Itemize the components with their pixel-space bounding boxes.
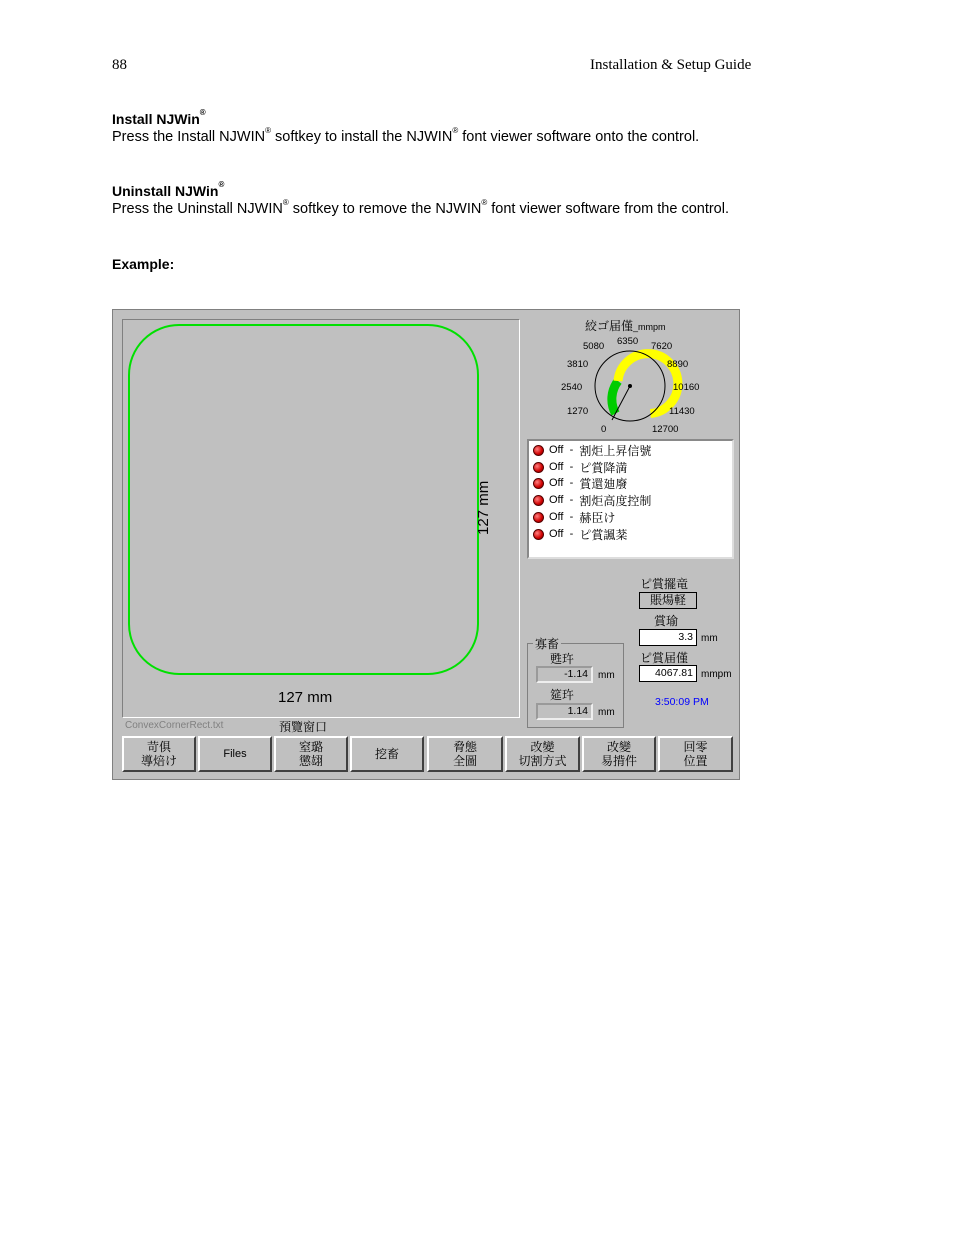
kerf-label: 賞瑜	[654, 614, 679, 628]
uninstall-description: Press the Uninstall NJWIN® softkey to remove the NJWIN® font viewer software from the control.	[112, 198, 729, 217]
status-list	[527, 439, 734, 559]
preview-canvas	[123, 320, 519, 717]
status-led-icon	[533, 478, 544, 489]
y-offset-unit: mm	[598, 707, 615, 718]
width-dimension: 127 mm	[278, 689, 333, 706]
x-offset-label: 甦玝	[550, 652, 575, 666]
list-item: Off - ピ賞降満	[533, 459, 627, 475]
running-title: Installation & Setup Guide	[590, 57, 752, 73]
page-number: 88	[112, 57, 127, 73]
softkey-files[interactable]: Files	[198, 736, 272, 772]
file-name: ConvexCornerRect.txt	[125, 720, 224, 731]
clock: 3:50:09 PM	[655, 696, 709, 708]
softkey-4[interactable]: 挖畜	[350, 736, 424, 772]
gauge-tick: 6350	[617, 336, 639, 347]
gauge-tick: 7620	[651, 341, 673, 352]
x-offset-field[interactable]: -1.14	[536, 666, 593, 683]
speed-label: ピ賞届僅	[640, 651, 689, 665]
gauge-tick: 3810	[567, 359, 589, 370]
install-heading: Install NJWin®	[112, 108, 206, 127]
gauge-tick: 12700	[652, 424, 679, 435]
list-item: Off - 賞還廸廢	[533, 475, 627, 491]
y-offset-field[interactable]: 1.14	[536, 703, 593, 720]
gauge-tick: 0	[601, 424, 607, 435]
softkey-8[interactable]: 回零 位置	[658, 736, 733, 772]
softkey-7[interactable]: 改變 易揹件	[582, 736, 656, 772]
offset-group-title: 寡畜	[535, 637, 560, 651]
y-offset-label: 筵玝	[550, 688, 575, 702]
cut-mode-label: ピ賞擺竜	[640, 577, 689, 591]
list-item: Off - 赫臣け	[533, 509, 615, 525]
kerf-unit: mm	[701, 633, 718, 644]
preview-window	[122, 319, 520, 718]
install-description: Press the Install NJWIN® softkey to install the NJWIN® font viewer software onto the control.	[112, 126, 700, 145]
gauge-tick: 10160	[673, 382, 700, 393]
uninstall-heading: Uninstall NJWin®	[112, 180, 225, 199]
softkey-6[interactable]: 改變 切割方式	[505, 736, 580, 772]
list-item: Off - ピ賞諷棻	[533, 526, 627, 542]
control-screenshot	[112, 309, 740, 780]
status-led-icon	[533, 462, 544, 473]
softkey-1[interactable]: 苛俱 導焙け	[122, 736, 196, 772]
x-offset-unit: mm	[598, 670, 615, 681]
part-outline	[129, 325, 478, 674]
speed-unit: mmpm	[701, 669, 732, 680]
list-item: Off - 割炬高度控制	[533, 492, 651, 508]
status-led-icon	[533, 529, 544, 540]
preview-window-label: 預覽窗口	[279, 720, 328, 734]
gauge-hub	[628, 384, 632, 388]
status-led-icon	[533, 445, 544, 456]
cut-mode-value[interactable]: 賬煬軽	[639, 592, 697, 609]
speed-gauge	[553, 334, 723, 438]
gauge-tick: 11430	[669, 406, 695, 417]
gauge-title: 絞ゴ届僅_mmpm	[585, 319, 666, 333]
gauge-tick: 5080	[583, 341, 605, 352]
gauge-tick: 8890	[667, 359, 689, 370]
softkey-3[interactable]: 窒璐 懲翃	[274, 736, 348, 772]
speed-field[interactable]: 4067.81	[639, 665, 697, 682]
gauge-green-arc	[612, 381, 618, 414]
list-item: Off - 割炬上昇信號	[533, 442, 651, 458]
kerf-field[interactable]: 3.3	[639, 629, 697, 646]
status-led-icon	[533, 512, 544, 523]
gauge-tick: 2540	[561, 382, 583, 393]
height-dimension: 127 mm	[475, 480, 492, 535]
status-led-icon	[533, 495, 544, 506]
softkey-5[interactable]: 脅態 全圖	[427, 736, 503, 772]
gauge-tick: 1270	[567, 406, 589, 417]
example-label: Example:	[112, 256, 175, 272]
